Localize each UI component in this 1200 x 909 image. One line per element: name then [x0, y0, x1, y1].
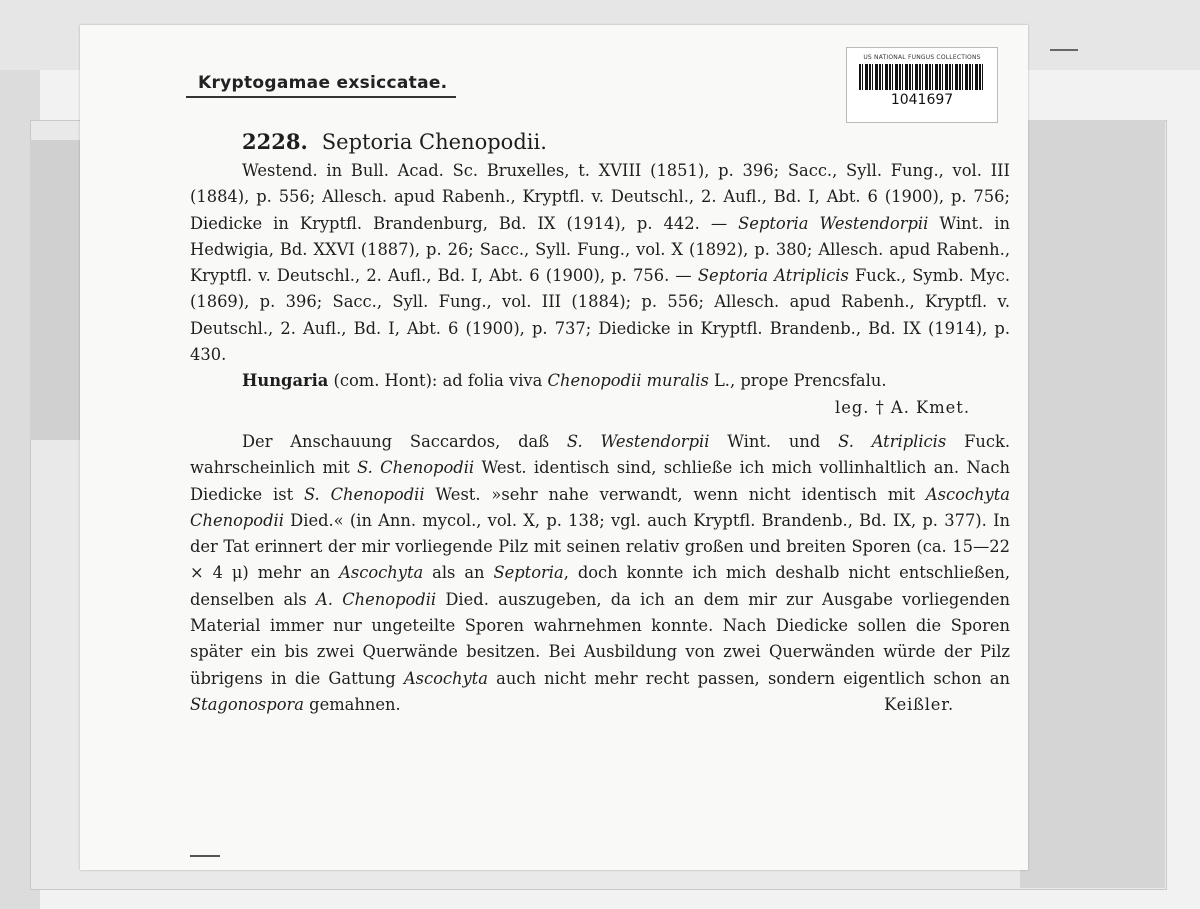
header-underline: [186, 96, 456, 98]
synonym-name: Septoria Westendorpii: [738, 213, 929, 233]
discussion-text: West. »sehr nahe verwandt, wenn nicht identisch mit: [424, 484, 926, 504]
synonym-name: Septoria Atriplicis: [697, 266, 849, 286]
country-name: Hungaria: [242, 371, 329, 391]
taxon-name: Stagonospora: [190, 694, 304, 714]
taxon-name: Septoria: [493, 563, 564, 583]
discussion-text: gemahnen.: [304, 694, 401, 714]
discussion-text: West. identisch sind, schließe ich mich vollinhaltlich an. Nach Diedicke ist: [190, 458, 1010, 504]
discussion-paragraph: [190, 429, 1010, 718]
barcode-number: 1041697: [890, 92, 954, 108]
discussion-text: als an: [423, 563, 494, 583]
discussion-text: , doch konnte ich mich deshalb nicht entschließen, denselben als: [190, 563, 1010, 609]
taxon-name: Ascochyta: [339, 563, 424, 583]
taxon-name: Ascochyta: [403, 668, 488, 688]
reference-text: Wint. in Hedwigia, Bd. XXVI (1887), p. 26; Sacc., Syll. Fung., vol. X (1892), p. 380; Allesch. apud Rabenh., Kryptfl. v. Deutschl., 2. Aufl., Bd. I, Abt. 6 (1900), p. 756. —: [190, 213, 1010, 286]
reference-paragraph: [190, 158, 1010, 368]
discussion-text: auch nicht mehr recht passen, sondern eigentlich schon an: [487, 668, 1010, 688]
sheet-shadow: [1020, 120, 1165, 888]
reference-text: Fuck., Symb. Myc. (1869), p. 396; Sacc., Syll. Fung., vol. III (1884); p. 556; Allesch. apud Rabenh., Kryptfl. v. Deutschl., 2. Aufl., Bd. I, Abt. 6 (1900), p. 737; Diedicke in Kryptfl. Brandenb., Bd. IX (1914), p. 430.: [190, 266, 1010, 365]
discussion-text: Der Anschauung Saccardos, daß: [242, 431, 567, 451]
taxon-name: Ascochyta Chenopodii: [190, 484, 1010, 530]
discussion-text: Died.« (in Ann. mycol., vol. X, p. 138; vgl. auch Kryptfl. Brandenb., Bd. IX, p. 377). In der Tat erinnert der mir vorliegende Pilz mit seinen relativ großen und breiten Sporen (ca. 15—22 × 4 μ) mehr an: [190, 510, 1010, 583]
locality-text: L., prope Prencsfalu.: [708, 371, 887, 391]
sheet-left-shadow: [30, 140, 85, 440]
edge-mark: [190, 855, 220, 857]
discussion-text: Died. auszugeben, da ich an dem mir zur Ausgabe vorliegenden Material immer nur ungeteilte Sporen wahrnehmen konnte. Nach Diedicke sollen die Sporen später ein bis zwei Querwände besitzen. Bei Ausbildung von zwei Querwänden würde der Pilz übrigens in die Gattung: [190, 589, 1010, 688]
label-content: [190, 129, 1010, 719]
discussion-text: Wint. und: [709, 431, 839, 451]
locality-text: (com. Hont): ad folia viva: [328, 371, 548, 391]
author-signature: Keißler.: [884, 695, 954, 715]
collector: leg. † A. Kmet.: [835, 397, 970, 417]
taxon-name: A. Chenopodii: [316, 589, 437, 609]
taxon-name: S. Atriplicis: [838, 431, 947, 451]
edge-mark: [1050, 49, 1078, 51]
specimen-label: [80, 25, 1028, 870]
barcode-caption: US NATIONAL FUNGUS COLLECTIONS: [863, 54, 981, 61]
discussion-text: Fuck. wahrscheinlich mit: [190, 431, 1011, 478]
barcode-label: [846, 47, 998, 123]
specimen-number: 2228.: [242, 129, 308, 154]
locality-paragraph: [190, 368, 1010, 394]
specimen-title: [242, 129, 1010, 154]
taxon-name: S. Chenopodii: [303, 484, 425, 504]
host-name: Chenopodii muralis: [547, 371, 709, 391]
reference-text: Westend. in Bull. Acad. Sc. Bruxelles, t. XVIII (1851), p. 396; Sacc., Syll. Fung., vol. III (1884), p. 556; Allesch. apud Rabenh., Kryptfl. v. Deutschl., 2. Aufl., Bd. I, Abt. 6 (1900), p. 756; Diedicke in Kryptfl. Brandenburg, Bd. IX (1914), p. 442. —: [190, 161, 1010, 233]
taxon-name: S. Chenopodii: [357, 458, 475, 478]
barcode-icon: [859, 64, 985, 90]
label-header: [198, 73, 447, 93]
taxon-name: S. Westendorpii: [566, 431, 710, 451]
series-title: Kryptogamae exsiccatae.: [198, 73, 448, 93]
specimen-name: Septoria Chenopodii.: [321, 130, 547, 154]
